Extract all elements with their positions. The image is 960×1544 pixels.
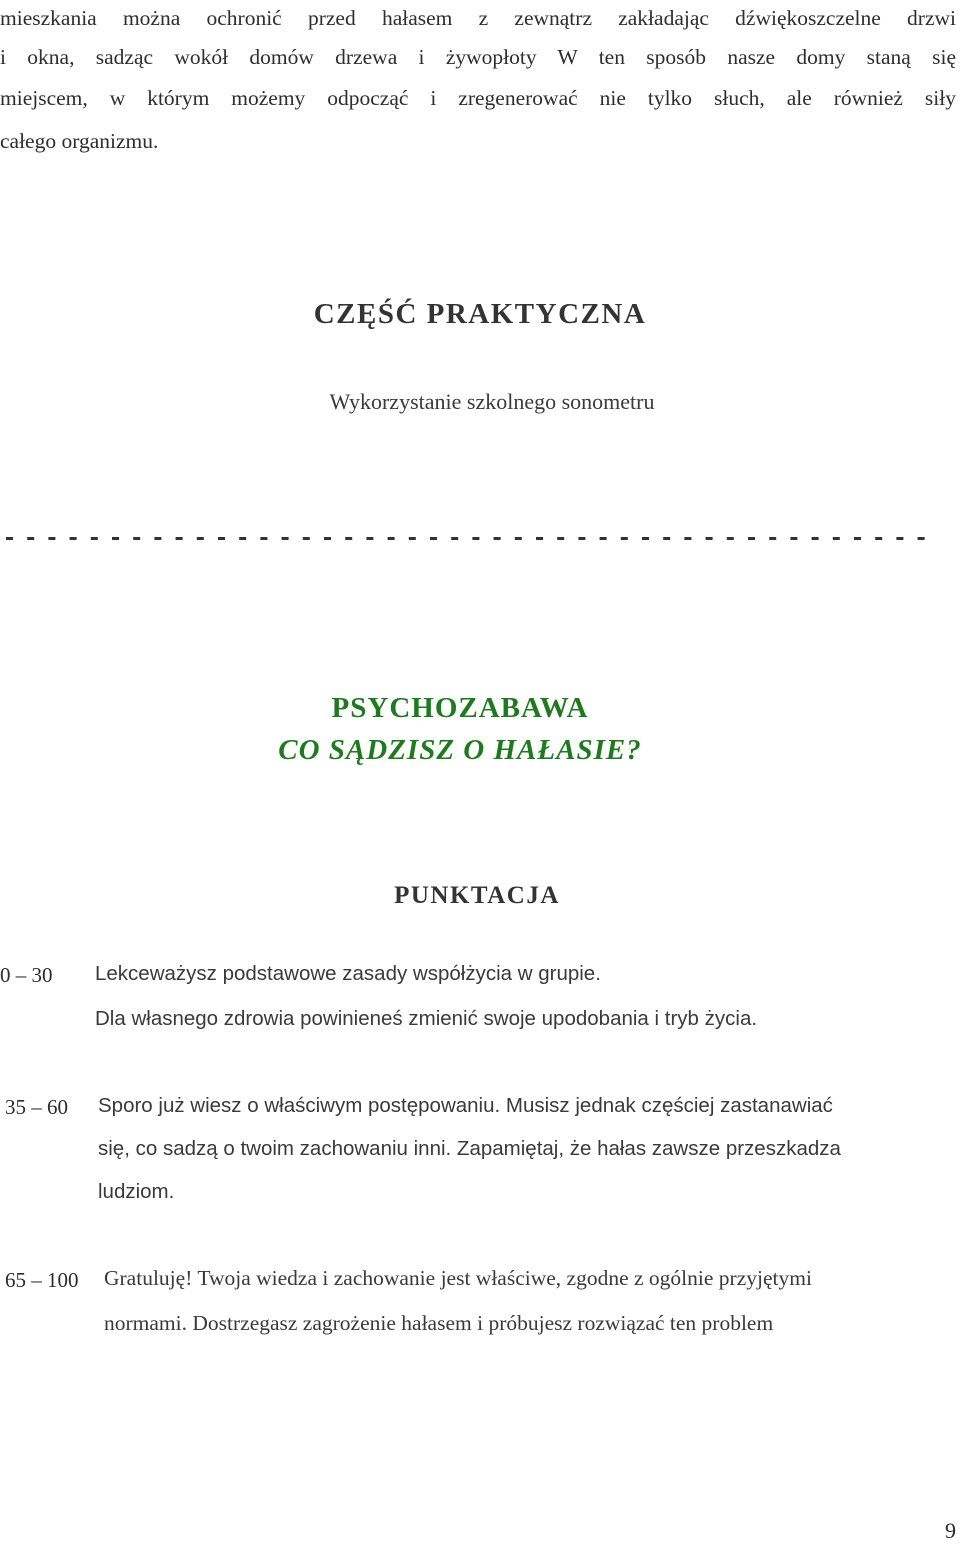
separator-dash	[324, 537, 331, 540]
separator-dash	[769, 537, 776, 540]
separator-dash	[430, 537, 437, 540]
intro-line-2: i okna, sadząc wokół domów drzewa i żywopłoty W ten sposób nasze domy staną się	[0, 45, 956, 69]
score-mid-line-3: ludziom.	[98, 1180, 175, 1203]
separator-dash	[6, 537, 13, 540]
score-range-high: 65 – 100	[5, 1268, 79, 1292]
separator-dash	[600, 537, 607, 540]
separator-dash	[239, 537, 246, 540]
separator-dash	[260, 537, 267, 540]
separator-dash	[790, 537, 797, 540]
score-mid-line-2: się, co sadzą o twoim zachowaniu inni. Zapamiętaj, że hałas zawsze przeszkadza	[98, 1137, 841, 1160]
separator-dash	[727, 537, 734, 540]
game-title: PSYCHOZABAWA	[331, 692, 589, 724]
separator-dash	[472, 537, 479, 540]
separator-dash	[409, 537, 416, 540]
separator-dash	[663, 537, 670, 540]
separator-dash	[494, 537, 501, 540]
separator-dash	[557, 537, 564, 540]
separator-dash	[451, 537, 458, 540]
score-range-mid: 35 – 60	[5, 1095, 68, 1119]
separator-dash	[388, 537, 395, 540]
separator-dash	[578, 537, 585, 540]
scoring-title: PUNKTACJA	[394, 882, 560, 909]
separator-dash	[154, 537, 161, 540]
practical-subtitle: Wykorzystanie szkolnego sonometru	[329, 389, 655, 414]
intro-line-1: mieszkania można ochronić przed hałasem z zewnątrz zakładając dźwiękoszczelne drzwi	[0, 6, 956, 30]
separator-dash	[133, 537, 140, 540]
separator-dash	[833, 537, 840, 540]
separator-dash	[706, 537, 713, 540]
separator-dash	[896, 537, 903, 540]
separator-dash	[875, 537, 882, 540]
separator-dash	[282, 537, 289, 540]
score-high-line-2: normami. Dostrzegasz zagrożenie hałasem i próbujesz rozwiązać ten problem	[104, 1311, 774, 1335]
score-high-line-1: Gratuluję! Twoja wiedza i zachowanie jest właściwe, zgodne z ogólnie przyjętymi	[104, 1266, 812, 1290]
separator-dash	[812, 537, 819, 540]
practical-section-title: CZĘŚĆ PRAKTYCZNA	[313, 298, 647, 330]
separator-dash	[303, 537, 310, 540]
separator-dash	[176, 537, 183, 540]
intro-line-3: miejscem, w którym możemy odpocząć i zregenerować nie tylko słuch, ale również siły	[0, 86, 956, 110]
page-number: 9	[945, 1518, 956, 1543]
separator-dash	[642, 537, 649, 540]
separator-dash	[70, 537, 77, 540]
separator-dash	[918, 537, 925, 540]
separator-dash	[345, 537, 352, 540]
separator-dash	[27, 537, 34, 540]
score-range-low: 0 – 30	[0, 963, 53, 987]
separator-dash	[748, 537, 755, 540]
score-mid-line-1: Sporo już wiesz o właściwym postępowaniu. Musisz jednak częściej zastanawiać	[98, 1094, 833, 1117]
game-question: CO SĄDZISZ O HAŁASIE?	[278, 734, 642, 766]
separator-dash	[197, 537, 204, 540]
separator-dash	[91, 537, 98, 540]
separator-dash	[536, 537, 543, 540]
separator-dash	[112, 537, 119, 540]
score-low-line-2: Dla własnego zdrowia powinieneś zmienić swoje upodobania i tryb życia.	[95, 1007, 758, 1030]
separator-dash	[218, 537, 225, 540]
separator-dash	[366, 537, 373, 540]
separator-dash	[854, 537, 861, 540]
separator-dash	[515, 537, 522, 540]
score-low-line-1: Lekceważysz podstawowe zasady współżycia w grupie.	[95, 962, 601, 985]
separator-dash	[621, 537, 628, 540]
intro-line-4: całego organizmu.	[0, 129, 159, 153]
separator-dash	[48, 537, 55, 540]
dotted-separator	[0, 522, 960, 552]
separator-dash	[684, 537, 691, 540]
